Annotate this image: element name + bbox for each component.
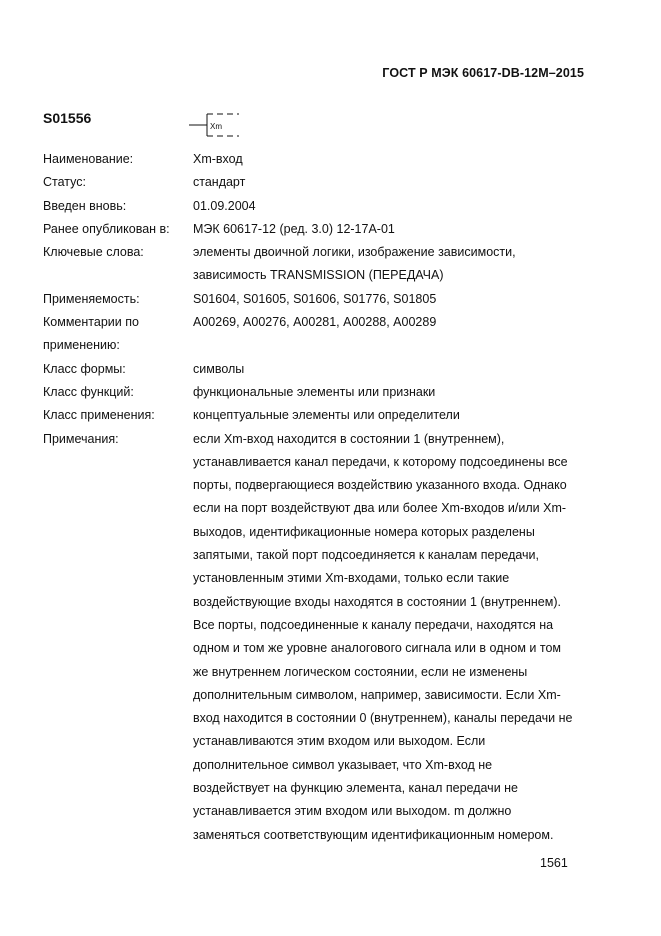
page-number: 1561 [540,856,568,870]
field-value-line: вход находится в состоянии 0 (внутреннем), каналы передачи не [193,711,573,726]
field-label-spacer [43,544,193,567]
field-label: Ключевые слова: [43,245,144,260]
symbol-code: S01556 [43,110,92,126]
field-label-spacer [43,497,193,520]
field-label-spacer [43,521,193,544]
field-label: Применяемость: [43,291,140,306]
field-label-spacer [43,661,193,684]
field-value-line: выходов, идентификационные номера которых разделены [193,524,535,539]
field-value-line: устанавливаются этим входом или выходом. Если [193,734,486,749]
field-label: Класс применения: [43,408,155,423]
field-value-line: Xm-вход [193,152,243,166]
field-label-spacer [43,684,193,707]
field-label-spacer [43,591,193,614]
xm-input-symbol-icon [189,108,241,138]
field-value-line: же внутреннем логическом состоянии, если не изменены [193,664,528,679]
attributes-table [43,148,608,847]
field-value-spacer [193,334,608,357]
field-value-line: если на порт воздействуют два или более Xm-входов и/или Xm- [193,501,567,516]
field-value-line: одном и том же уровне аналогового сигнала или в одном и том [193,641,561,656]
field-value-line: дополнительным символом, например, зависимости. Если Xm- [193,687,561,702]
symbol-glyph-text: Xm [210,122,222,131]
field-label-spacer [43,754,193,777]
field-label-spacer [43,614,193,637]
field-value-line: МЭК 60617-12 (ред. 3.0) 12-17А-01 [193,221,395,236]
field-value-line: А00269, А00276, А00281, А00288, А00289 [193,315,437,330]
field-value-line: заменяться соответствующим идентификационным номером. [193,827,554,842]
field-value-line: Все порты, подсоединенные к каналу передачи, находятся на [193,617,554,632]
field-value-line: если Xm-вход находится в состоянии 1 (внутреннем), [193,431,505,446]
field-value-line: концептуальные элементы или определители [193,408,460,423]
field-value-line: функциональные элементы или признаки [193,384,436,399]
field-label: Класс формы: [43,361,126,376]
field-value-line: элементы двоичной логики, изображение зависимости, [193,245,516,260]
field-value-line: установленным этими Xm-входами, только если такие [193,571,510,586]
field-label-spacer [43,474,193,497]
field-label: Класс функций: [43,384,134,399]
field-label-spacer [43,777,193,800]
field-label-spacer [43,567,193,590]
field-label: Введен вновь: [43,198,127,213]
field-label: Ранее опубликован в: [43,221,170,236]
field-label: Наименование: [43,152,134,166]
field-label: Примечания: [43,431,119,446]
field-label-spacer [43,800,193,823]
field-label-spacer [43,730,193,753]
field-label: применению: [43,338,120,353]
field-value-line: стандарт [193,175,246,190]
field-value-line: дополнительное символ указывает, что Xm-вход не [193,757,493,772]
field-value-line: зависимость TRANSMISSION (ПЕРЕДАЧА) [193,268,444,283]
field-value-line: S01604, S01605, S01606, S01776, S01805 [193,291,437,306]
field-value-line: воздействует на функцию элемента, канал передачи не [193,781,519,796]
field-label-spacer [43,264,193,287]
field-value-line: воздействующие входы находятся в состоянии 1 (внутреннем). [193,594,561,609]
field-label: Статус: [43,175,86,190]
field-label-spacer [43,637,193,660]
field-value-line: запятыми, такой порт подсоединяется к каналам передачи, [193,548,540,563]
field-value-line: порты, подвергающиеся воздействию указанного входа. Однако [193,478,567,493]
field-value-line: устанавливается этим входом или выходом. m должно [193,804,512,819]
field-label-spacer [43,707,193,730]
field-value-line: символы [193,361,245,376]
document-header: ГОСТ Р МЭК 60617-DB-12M–2015 [382,66,584,80]
field-value-line: 01.09.2004 [193,198,256,213]
field-value-line: устанавливается канал передачи, к которому подсоединены все [193,454,568,469]
field-label-spacer [43,824,193,847]
field-label-spacer [43,451,193,474]
field-label: Комментарии по [43,315,139,330]
